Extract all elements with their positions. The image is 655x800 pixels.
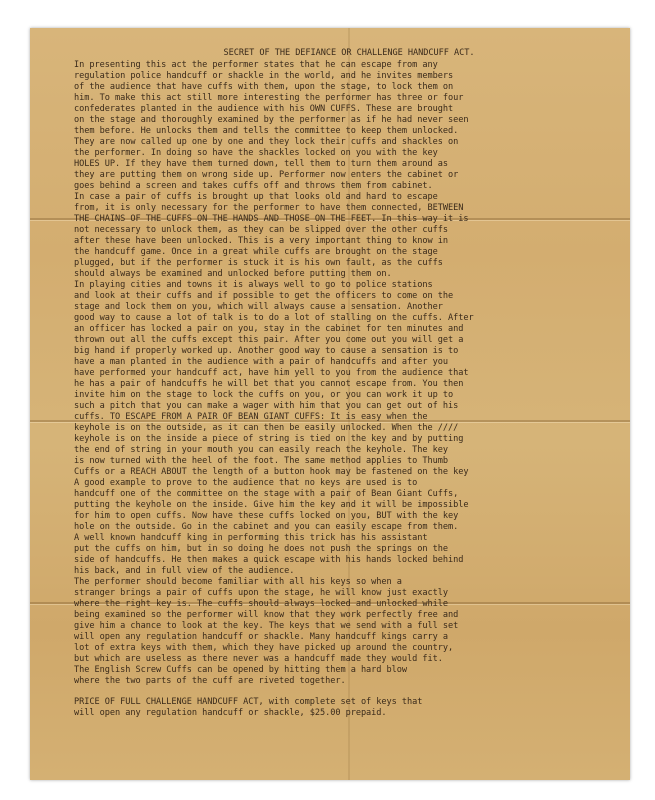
paragraph-example: A good example to prove to the audience that no keys are used is to handcuff one of the committee on the stage with a pair of Bean Giant Cuffs, putting the keyhole on the inside. Give him the key and it will be impossible for him to open cuffs. Now have these cuffs locked on you, BUT with the key hole on the outside. Go in the cabinet and you can easily escape from them.: [74, 478, 469, 532]
document-title: SECRET OF THE DEFIANCE OR CHALLENGE HANDCUFF ACT.: [223, 48, 475, 58]
paper-sheet: [30, 28, 630, 780]
paragraph-handcuff-king: A well known handcuff king in performing this trick has his assistant put the cuffs on him, but in so doing he does not push the springs on the side of handcuffs. He then makes a quick escape with his hands locked behind his back, and in full view of the audience.: [74, 533, 464, 576]
paragraph-cities-towns: In playing cities and towns it is always well to go to police stations and look at their cuffs and if possible to get the officers to come on the stage and lock them on you, which will always cause a sensation. Another good way to cause a lot of talk is to do a lot of stalling on the cuffs. After an officer has locked a pair on you, stay in the cabinet for ten minutes and thrown out all the cuffs except this pair. After you come out you will get a big hand if properly worked up. Another good way to cause a sensation is to have a man planted in the audience with a pair of handcuffs and after you have performed your handcuff act, have him yell to you from the audience that he has a pair of handcuffs he will bet that you cannot escape from. You then invite him on the stage to lock the cuffs on you, or you can work it up to such a pitch that you can make a wager with him that you can get out of his cuffs. TO ESCAPE FROM A PAIR OF BEAN GIANT CUFFS: It is easy when the keyhole is on the outside, as it can then be easily unlocked. When the //// keyhole is on the inside a piece of string is tied on the key and by putting the end of string in your mouth you can easily reach the keyhole. The key is now turned with the heel of the foot. The same method applies to Thumb Cuffs or a REACH ABOUT the length of a button hook may be fastened on the key: [74, 280, 474, 477]
document-body: [74, 48, 614, 719]
paragraph-old-cuffs: In case a pair of cuffs is brought up that looks old and hard to escape from, it is only necessary for the performer to have them connected, BETWEEN THE CHAINS OF THE CUFFS ON THE HANDS AND THOSE ON THE FEET. In this way it is not necessary to unlock them, as they can be slipped over the other cuffs after these have been unlocked. This is a very important thing to know in the handcuff game. Once in a great while cuffs are brought on the stage plugged, but if the performer is stuck it is his own fault, as the cuffs should always be examined and unlocked before putting them on.: [74, 192, 469, 279]
paragraph-intro: In presenting this act the performer states that he can escape from any regulation police handcuff or shackle in the world, and he invites members of the audience that have cuffs with them, upon the stage, to lock them on him. To make this act still more interesting the performer has three or four confederates planted in the audience with his OWN CUFFS. These are brought on the stage and thoroughly examined by the performer as if he had never seen them before. He unlocks them and tells the committee to keep them unlocked. They are now called up one by one and they lock their cuffs and shackles on the performer. In doing so have the shackles locked on you with the key HOLES UP. If they have them turned down, tell them to turn them around as they are putting them on wrong side up. Performer now enters the cabinet or goes behind a screen and takes cuffs off and throws them from cabinet.: [74, 60, 469, 191]
price-line: PRICE OF FULL CHALLENGE HANDCUFF ACT, with complete set of keys that will open any regulation handcuff or shackle, $25.00 prepaid.: [74, 697, 423, 718]
paragraph-keys: The performer should become familiar with all his keys so when a stranger brings a pair of cuffs upon the stage, he will know just exactly where the right key is. The cuffs should always locked and unlocked while being examined so the performer will know that they work perfectly free and give him a chance to look at the key. The keys that we send with a full set will open any regulation handcuff or shackle. Many handcuff kings carry a lot of extra keys with them, which they have picked up around the country, but which are useless as there never was a handcuff made they would fit.: [74, 577, 459, 664]
paragraph-screw-cuffs: The English Screw Cuffs can be opened by hitting them a hard blow where the two parts of the cuff are riveted together.: [74, 665, 408, 686]
